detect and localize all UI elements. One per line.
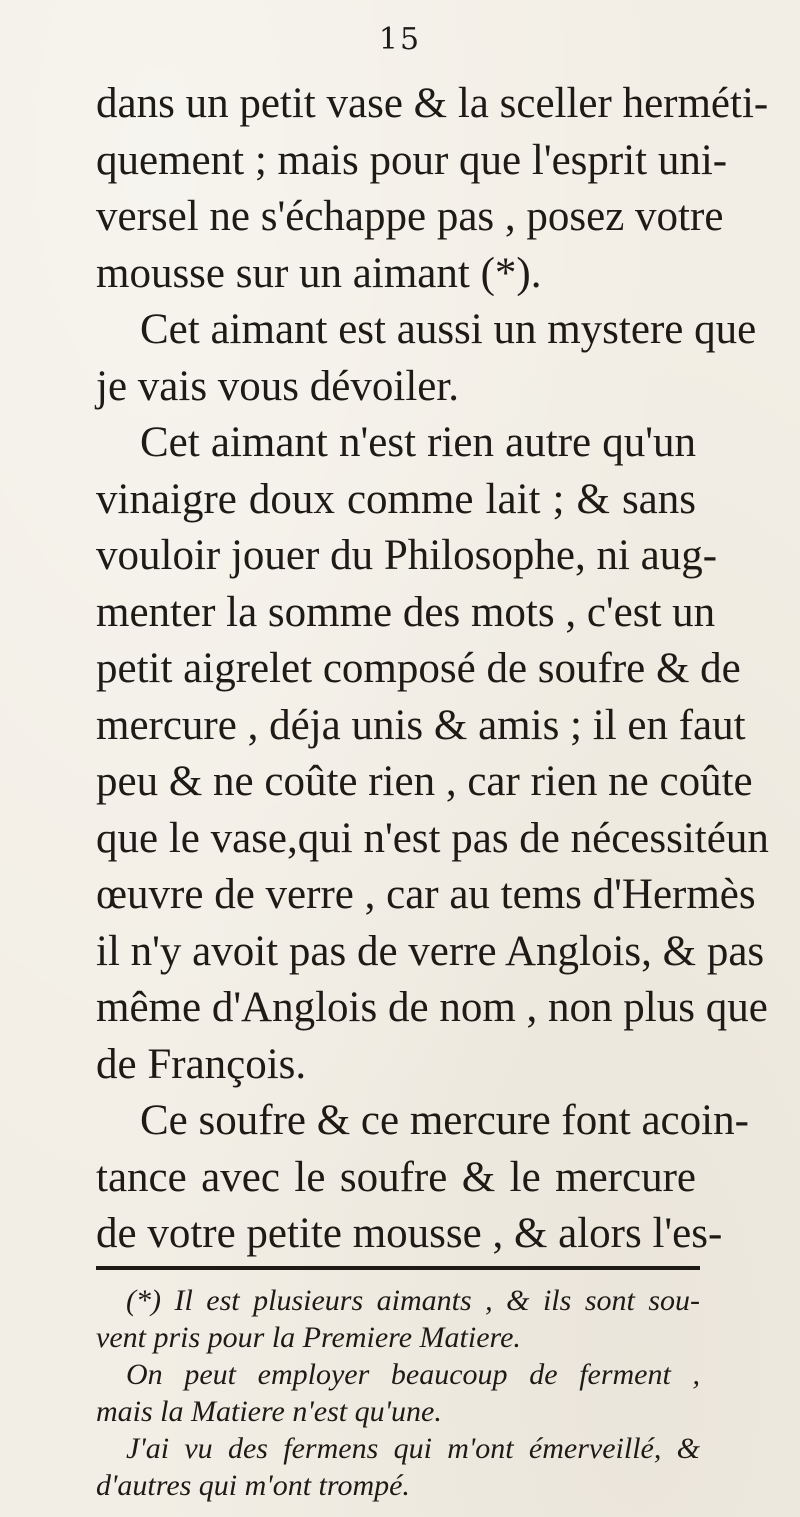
text-line: Cet aimant est aussi un mystere que — [140, 306, 757, 353]
text-line: vinaigre doux comme lait ; & sans — [96, 475, 696, 523]
text-line: mercure , déja unis & amis ; il en faut — [96, 701, 746, 749]
text-line: mousse sur un aimant (*). — [96, 249, 542, 297]
text-line: Cet aimant n'est rien autre qu'un — [140, 419, 696, 466]
text-line: Ce soufre & ce mercure font acoin- — [140, 1097, 749, 1144]
footnote-line: (*) Il est plusieurs aimants , & ils sont sou- — [126, 1284, 700, 1317]
text-line: tance avec le soufre & le mercure — [96, 1153, 696, 1201]
text-line: peu & ne coûte rien , car rien ne coûte — [96, 758, 753, 805]
text-line: dans un petit vase & la sceller herméti- — [96, 80, 769, 127]
footnote-line: vent pris pour la Premiere Matiere. — [96, 1321, 521, 1354]
footnote-line: d'autres qui m'ont trompé. — [96, 1469, 410, 1502]
text-line: petit aigrelet composé de soufre & de — [96, 645, 741, 692]
footnote-line: J'ai vu des fermens qui m'ont émerveillé, & — [126, 1432, 700, 1465]
text-line: de François. — [96, 1040, 307, 1088]
text-line: même d'Anglois de nom , non plus que — [96, 984, 768, 1031]
footnote — [96, 1282, 700, 1504]
text-line: de votre petite mousse , & alors l'es- — [96, 1210, 723, 1257]
text-line: vouloir jouer du Philosophe, ni aug- — [96, 532, 718, 579]
footnote-divider — [96, 1266, 700, 1270]
footnote-line: mais la Matiere n'est qu'une. — [96, 1395, 442, 1428]
text-line: je vais vous dévoiler. — [96, 362, 460, 410]
main-text — [96, 76, 769, 1263]
footnote-line: On peut employer beaucoup de ferment , — [126, 1358, 700, 1391]
text-line: il n'y avoit pas de verre Anglois, & pas — [96, 927, 765, 975]
text-line: menter la somme des mots , c'est un — [96, 588, 716, 636]
page-number: 15 — [378, 22, 422, 57]
text-line: que le vase,qui n'est pas de nécessitéun — [96, 814, 769, 862]
text-line: œuvre de verre , car au tems d'Hermès — [96, 871, 756, 918]
text-line: quement ; mais pour que l'esprit uni- — [96, 136, 728, 184]
text-line: versel ne s'échappe pas , posez votre — [96, 193, 724, 240]
